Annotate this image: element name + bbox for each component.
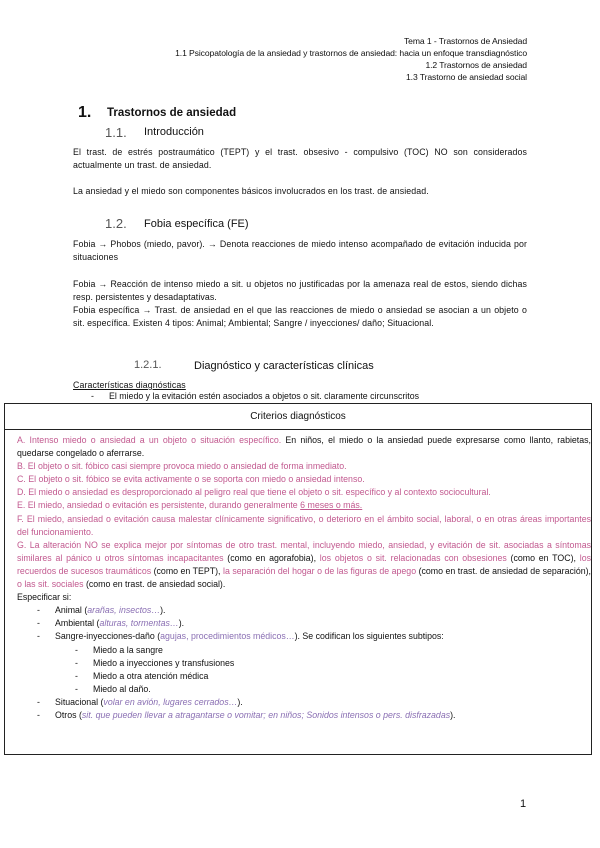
- bullet-dash: -: [91, 391, 94, 401]
- criterion-b: B. El objeto o sit. fóbico casi siempre provoca miedo o ansiedad de forma inmediato.: [17, 461, 347, 472]
- subtype-dano: - Miedo al daño.: [75, 683, 151, 694]
- criteria-title: Criterios diagnósticos: [5, 404, 591, 430]
- criterion-g: G. La alteración NO se explica mejor por síntomas de otro trast. mental, incluyendo miedo, ansiedad, y evitación de sit. asociadas a síntomas similares al pánico u otros síntomas incapacitantes (como en agorafobia), los objetos o sit. relacionadas con obsesiones (como en TOC), los recuerdos de sucesos traumáticos (como en TEPT), la separación del hogar o de las figuras de apego (como en trast. de ansiedad de separación), o las sit. sociales (como en trast. de ansiedad social).: [17, 539, 591, 590]
- specifier-situacional: - Situacional (volar en avión, lugares cerrados…).: [37, 696, 243, 707]
- criteria-table: [4, 403, 592, 755]
- criterion-a: A. Intenso miedo o ansiedad a un objeto o situación específico. En niños, el miedo o la ansiedad puede expresarse como llanto, rabietas, quedarse congelado o aferrarse.: [17, 435, 591, 459]
- subtype-atencion-medica: - Miedo a otra atención médica: [75, 670, 209, 681]
- criterion-d: D. El miedo o ansiedad es desproporcionado al peligro real que tiene el objeto o sit. específico y al contexto sociocultural.: [17, 487, 491, 498]
- intro-paragraph-1: El trast. de estrés postraumático (TEPT) y el trast. obsesivo - compulsivo (TOC) NO son considerados actualmente un trast. de ansiedad.: [73, 147, 527, 170]
- specifier-ambiental: - Ambiental (alturas, tormentas…).: [37, 618, 185, 629]
- header-subtopic-1: 1.1 Psicopatología de la ansiedad y trastornos de ansiedad: hacia un enfoque transdiagnóstico: [175, 48, 527, 58]
- section-1-2-1-number: 1.2.1.: [134, 359, 162, 371]
- fobia-paragraph-2: Fobia → Reacción de intenso miedo a sit. u objetos no justificadas por la amenaza real de estos, siendo dichas resp. persistentes y desadaptativas.: [73, 279, 527, 302]
- criteria-body: [17, 434, 591, 722]
- criterion-c: C. El objeto o sit. fóbico se evita activamente o se soporta con miedo o ansiedad intenso.: [17, 474, 365, 485]
- specifier-otros: - Otros (sit. que pueden llevar a atragantarse o vomitar; en niños; Sonidos intensos o pers. disfrazadas).: [37, 709, 456, 720]
- intro-paragraph-2: La ansiedad y el miedo son componentes básicos involucrados en los trast. de ansiedad.: [73, 186, 429, 196]
- section-1-2-1-title: Diagnóstico y características clínicas: [194, 360, 374, 372]
- section-1-number: 1.: [78, 104, 92, 121]
- section-1-title: Trastornos de ansiedad: [107, 107, 237, 119]
- caracteristicas-bullet-1: El miedo y la evitación estén asociados a objetos o sit. claramente circunscritos: [109, 391, 419, 401]
- subtype-inyecciones: - Miedo a inyecciones y transfusiones: [75, 657, 235, 668]
- page-number: 1: [520, 798, 527, 810]
- fobia-paragraph-3: Fobia específica → Trast. de ansiedad en el que las reacciones de miedo o ansiedad se asocian a un objeto o sit. específica. Existen 4 tipos: Animal; Ambiental; Sangre / inyecciones/ daño; Situacional.: [73, 305, 527, 328]
- duration-link: 6 meses o más.: [300, 500, 363, 511]
- section-1-2-number: 1.2.: [105, 216, 127, 231]
- header-subtopic-3: 1.3 Trastorno de ansiedad social: [405, 72, 527, 82]
- header-topic: Tema 1 - Trastornos de Ansiedad: [403, 36, 527, 46]
- criterion-e: E. El miedo, ansiedad o evitación es persistente, durando generalmente 6 meses o más.: [17, 500, 363, 511]
- criterion-f: F. El miedo, ansiedad o evitación causa malestar clínicamente significativo, o deterioro en el ámbito social, laboral, o en otras áreas importantes del funcionamiento.: [17, 513, 591, 537]
- specify-heading: Especificar si:: [17, 592, 72, 603]
- section-1-2-title: Fobia específica (FE): [144, 218, 249, 230]
- fobia-paragraph-1: Fobia → Phobos (miedo, pavor). → Denota reacciones de miedo intenso acompañado de evitación inducida por situaciones: [73, 239, 527, 262]
- caracteristicas-heading: Características diagnósticas: [73, 380, 186, 390]
- section-1-1-number: 1.1.: [105, 125, 127, 140]
- specifier-animal: - Animal (arañas, insectos…).: [37, 605, 166, 616]
- section-1-1-title: Introducción: [144, 126, 204, 138]
- subtype-sangre: - Miedo a la sangre: [75, 644, 163, 655]
- specifier-sangre: - Sangre-inyecciones-daño (agujas, procedimientos médicos…). Se codifican los siguientes subtipos:: [37, 631, 444, 642]
- header-subtopic-2: 1.2 Trastornos de ansiedad: [425, 60, 527, 70]
